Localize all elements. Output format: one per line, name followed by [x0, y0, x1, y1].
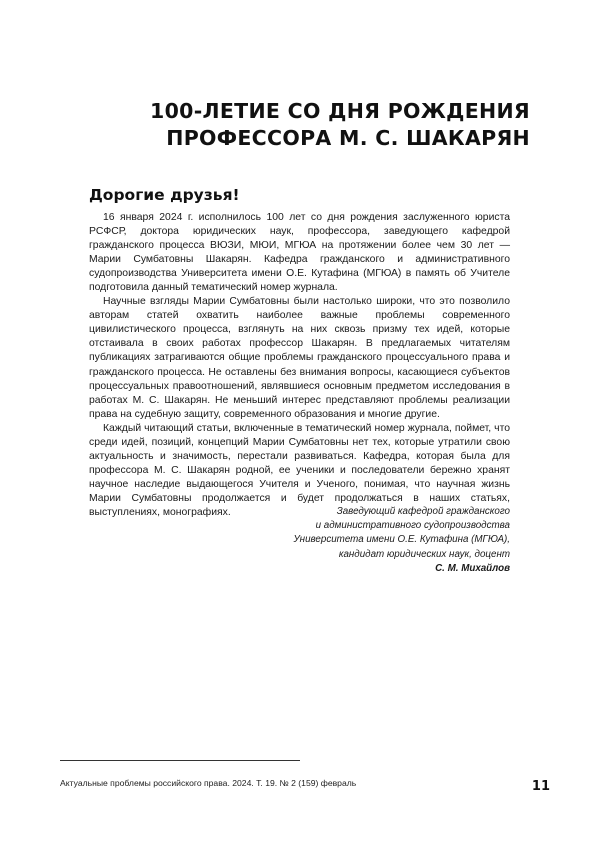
- signature-block: [190, 505, 510, 576]
- signature-line: Заведующий кафедрой гражданского: [336, 506, 510, 517]
- paragraph: 16 января 2024 г. исполнилось 100 лет со дня рождения заслуженного юриста РСФСР, доктора юридических наук, профессора, заведующего кафедрой гражданского процесса ВЮЗИ, МЮИ, МГЮА на протяжении более чем 30 лет — Марии Сумбатовны Шакарян. Кафедра гражданского и административного судопроизводства Университета имени О.Е. Кутафина (МГЮА) в память об Учителе подготовила данный тематический номер журнала.: [89, 212, 510, 294]
- article-title: [90, 98, 530, 152]
- paragraph: Научные взгляды Марии Сумбатовны были настолько широки, что это позволило авторам статей охватить наиболее важные проблемы современного цивилистического процесса, взглянуть на них сквозь призму тех идей, которые отстаивала в своих работах профессор Шакарян. В предлагаемых читателям публикациях затрагиваются общие проблемы гражданского процессуального права и гражданского процесса. Не оставлены без внимания вопросы, касающиеся субъектов процессуальных правоотношений, являвшиеся основным предметом исследования в работах М. С. Шакарян. Не меньший интерес представляют проблемы реализации права на судебную защиту, современного образования и многие другие.: [89, 296, 510, 420]
- journal-citation: Актуальные проблемы российского права. 2024. Т. 19. № 2 (159) февраль: [60, 778, 357, 788]
- signature-line: кандидат юридических наук, доцент: [338, 548, 510, 560]
- signature-line: и административного судопроизводства: [315, 520, 510, 532]
- signature-author-name: С. М. Михайлов: [435, 562, 510, 574]
- article-title-line-2: ПРОФЕССОРА М. С. ШАКАРЯН: [166, 126, 530, 150]
- greeting-heading: Дорогие друзья!: [89, 186, 240, 204]
- paragraph: Каждый читающий статьи, включенные в тематический номер журнала, поймет, что среди идей, позиций, концепций Марии Сумбатовны нет тех, которые утратили свою актуальность и значимость, перестали развиваться. Кафедра, которая была для профессора М. С. Шакарян родной, ее ученики и последователи бережно хранят научное наследие выдающегося Учителя и Ученого, понимая, что научная жизнь Марии Сумбатовны продолжается и будет продолжаться в наших статьях, выступлениях, монографиях.: [89, 422, 510, 518]
- signature-line: Университета имени О.Е. Кутафина (МГЮА),: [293, 534, 510, 546]
- footer-divider: [60, 760, 300, 761]
- page-number: 11: [531, 779, 550, 794]
- article-title-line-1: 100-ЛЕТИЕ СО ДНЯ РОЖДЕНИЯ: [150, 99, 530, 123]
- article-body: [89, 211, 510, 520]
